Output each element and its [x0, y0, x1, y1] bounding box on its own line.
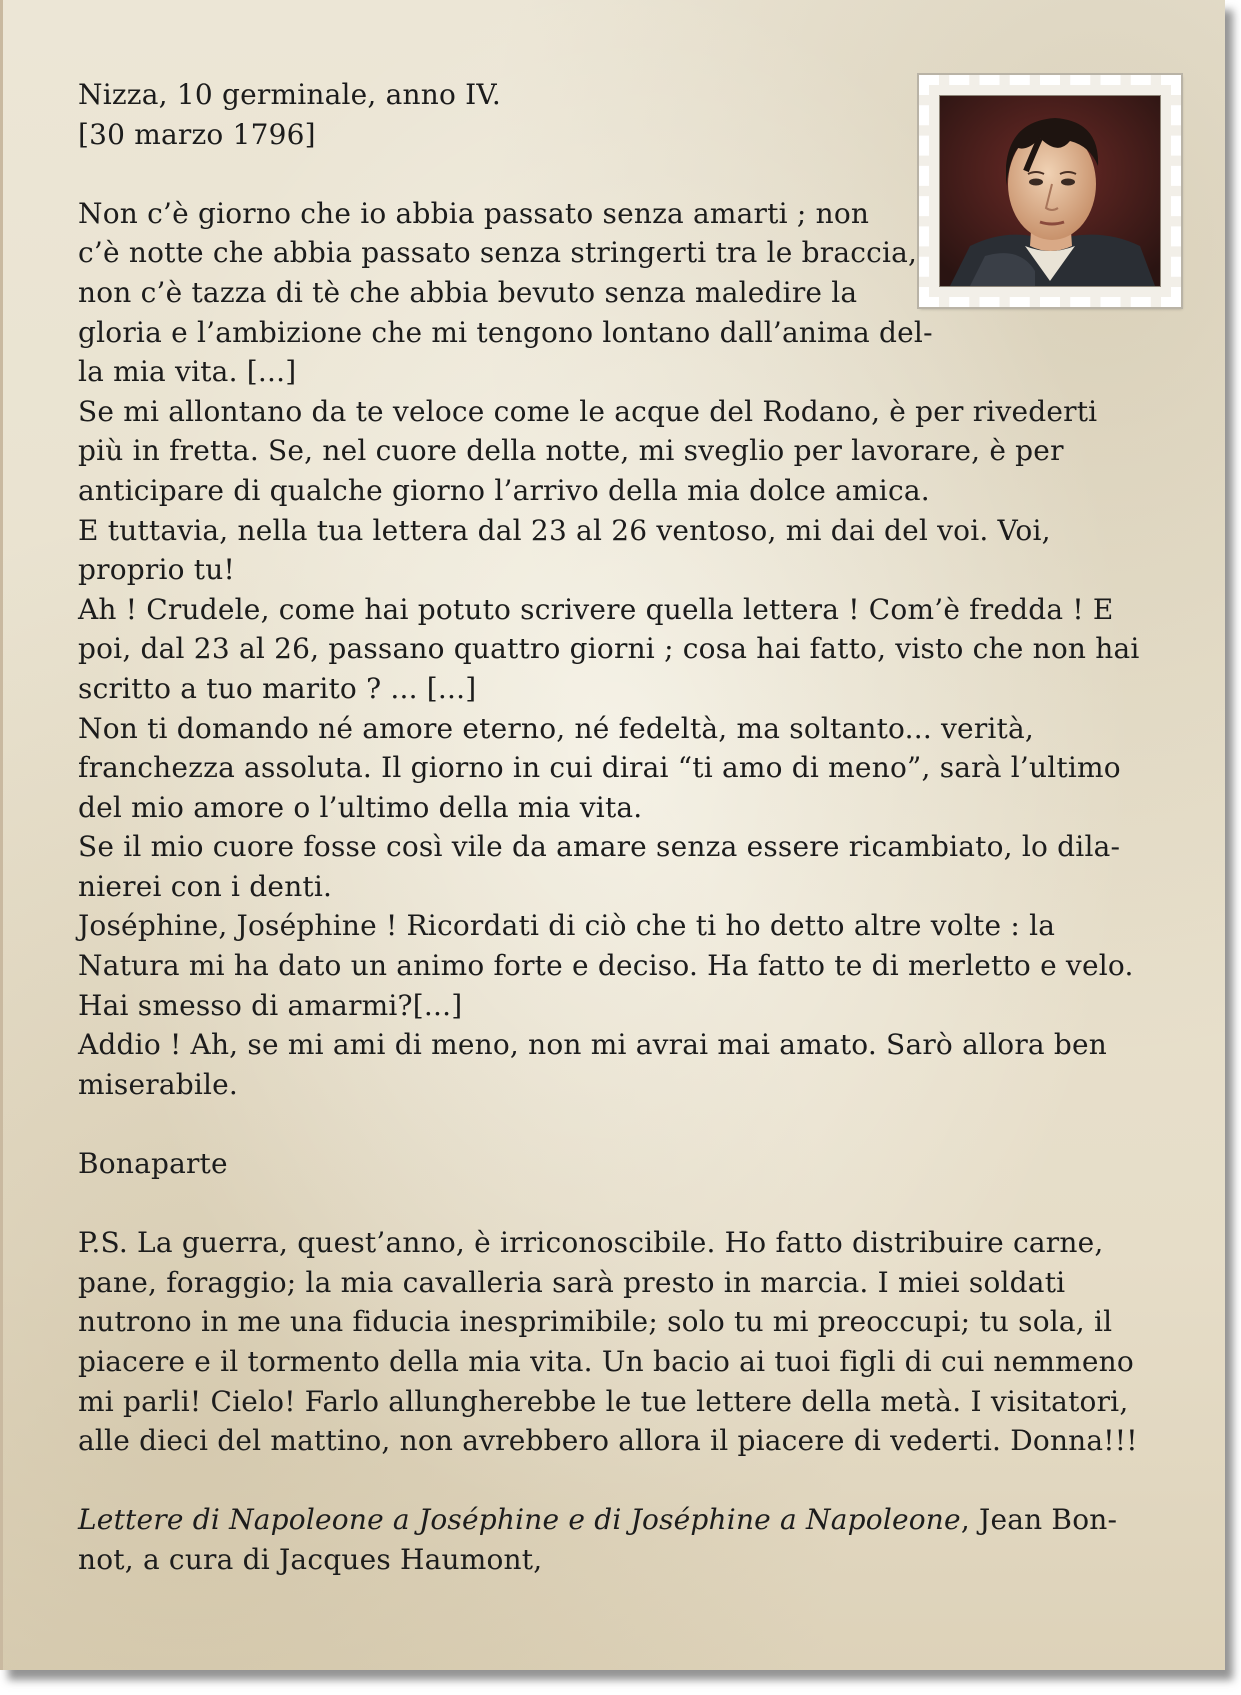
letter-text: [78, 75, 1178, 1580]
signature: Bonaparte: [78, 1147, 228, 1181]
postscript-line: pane, foraggio; la mia cavalleria sarà presto in marcia. I miei soldati: [78, 1265, 1066, 1299]
postscript-line: piacere e il tormento della mia vita. Un bacio ai tuoi figli di cui nemmeno: [78, 1345, 1134, 1378]
place-date: Nizza, 10 germinale, anno IV.: [78, 78, 502, 111]
citation-title: Lettere di Napoleone a Joséphine e di Joséphine a Napoleone: [78, 1503, 961, 1537]
body-line: scritto a tuo marito ? ... [...]: [78, 671, 477, 705]
body-line: franchezza assoluta. Il giorno in cui dirai “ti amo di meno”, sarà l’ultimo: [78, 751, 1121, 785]
body-line: Non c’è giorno che io abbia passato senza amarti ; non: [78, 196, 870, 230]
body-line: non c’è tazza di tè che abbia bevuto senza maledire la: [78, 275, 858, 309]
body-line: anticipare di qualche giorno l’arrivo della mia dolce amica.: [78, 473, 930, 507]
body-line: Addio ! Ah, se mi ami di meno, non mi avrai mai amato. Sarò allora ben: [78, 1028, 1108, 1062]
gregorian-date: [30 marzo 1796]: [78, 117, 316, 151]
body-line: miserabile.: [78, 1067, 239, 1101]
postscript: [78, 1223, 1178, 1461]
body-line: poi, dal 23 al 26, passano quattro giorni ; cosa hai fatto, visto che non hai: [78, 632, 1140, 666]
body-line: più in fretta. Se, nel cuore della notte, mi sveglio per lavorare, è per: [78, 434, 1064, 468]
body-line: gloria e l’ambizione che mi tengono lontano dall’anima del-: [78, 315, 933, 349]
postscript-line: mi parli! Cielo! Farlo allungherebbe le tue lettere della metà. I visitatori,: [78, 1384, 1129, 1418]
body-line: Natura mi ha dato un animo forte e deciso. Ha fatto te di merletto e velo.: [78, 949, 1134, 983]
citation-publisher: , Jean Bon-: [960, 1503, 1118, 1537]
body-line: Se mi allontano da te veloce come le acque del Rodano, è per rivederti: [78, 394, 1098, 428]
body-line: Joséphine, Joséphine ! Ricordati di ciò che ti ho detto altre volte : la: [78, 909, 1056, 943]
body-line: Hai smesso di amarmi?[...]: [78, 988, 463, 1022]
body-line: c’è notte che abbia passato senza stringerti tra le braccia,: [78, 236, 918, 270]
body-line: proprio tu!: [78, 553, 235, 587]
body-line: Se il mio cuore fosse così vile da amare senza essere ricambiato, lo dila-: [78, 830, 1121, 864]
body-line: Ah ! Crudele, come hai potuto scrivere quella lettera ! Com’è fredda ! E: [78, 592, 1114, 626]
postscript-line: alle dieci del mattino, non avrebbero allora il piacere di vederti. Donna!!!: [78, 1424, 1138, 1458]
body-line: E tuttavia, nella tua lettera dal 23 al 26 ventoso, mi dai del voi. Voi,: [78, 513, 1051, 547]
letter-body: [78, 194, 1178, 1105]
citation: [78, 1500, 1178, 1579]
body-line: del mio amore o l’ultimo della mia vita.: [78, 790, 643, 824]
body-line: Non ti domando né amore eterno, né fedeltà, ma soltanto... verità,: [78, 711, 1034, 745]
body-line: la mia vita. [...]: [78, 355, 297, 389]
postscript-line: nutrono in me una fiducia inesprimibile; solo tu mi preoccupi; tu sola, il: [78, 1305, 1113, 1339]
body-line: nierei con i denti.: [78, 869, 333, 903]
citation-editor: not, a cura di Jacques Haumont,: [78, 1542, 543, 1576]
postscript-line: P.S. La guerra, quest’anno, è irriconoscibile. Ho fatto distribuire carne,: [78, 1226, 1104, 1260]
